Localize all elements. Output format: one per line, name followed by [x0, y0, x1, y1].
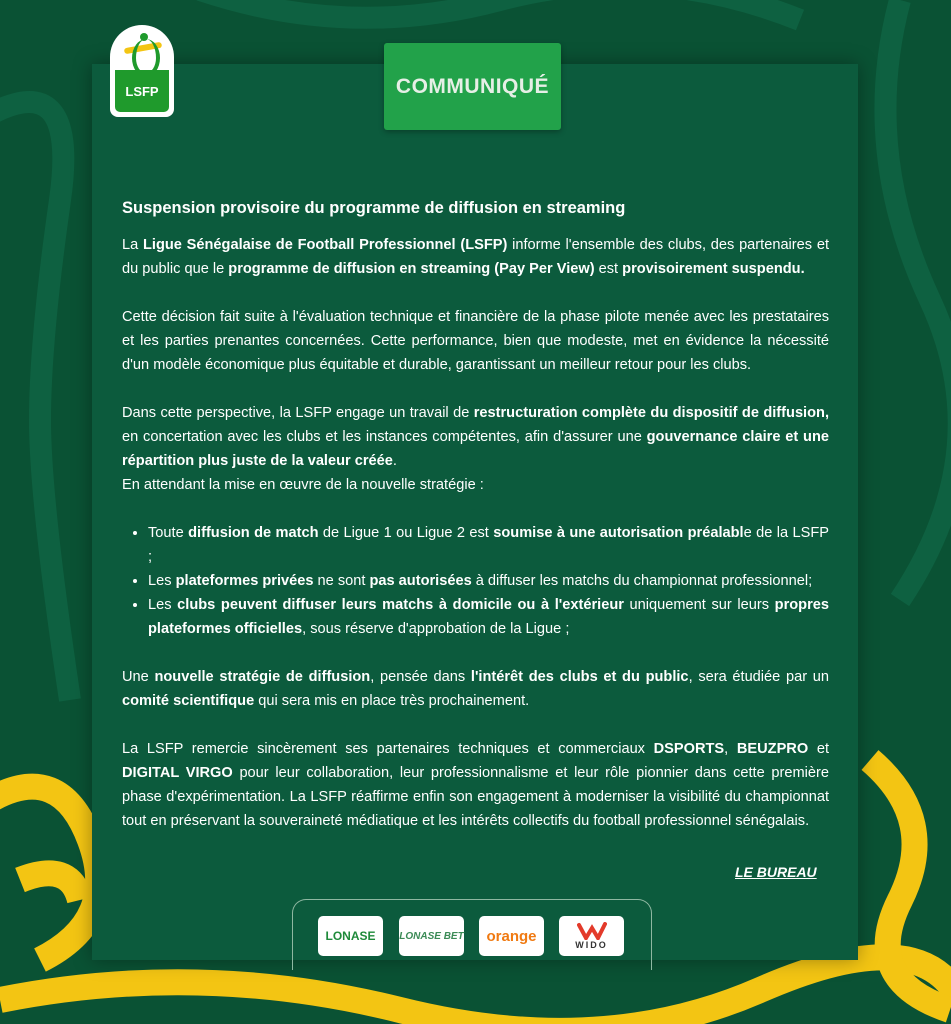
list-intro: En attendant la mise en œuvre de la nouvelle stratégie :	[122, 477, 484, 493]
sponsor-logo-wido	[559, 916, 624, 956]
bold-text: pas autorisées	[369, 573, 472, 589]
paragraph	[122, 305, 829, 377]
communique-title: Suspension provisoire du programme de diffusion en streaming	[122, 199, 626, 217]
text-segment: pour leur collaboration, leur professionnalisme et leur rôle pionnier dans cette première phase d'expérimentation. La LSFP réaffirme enfin son engagement à moderniser la visibilité du championnat tout en préservant la souveraineté médiatique et les intérêts collectifs du football professionnel sénégalais.	[122, 765, 829, 829]
bold-text: comité scientifique	[122, 693, 255, 709]
sponsors-bar	[292, 899, 652, 970]
signature: LE BUREAU	[735, 864, 817, 880]
bold-text: soumise à une autorisation préalabl	[493, 525, 744, 541]
bullet-item	[148, 569, 829, 593]
bold-text: clubs peuvent diffuser leurs matchs à domicile ou à l'extérieur	[177, 597, 624, 613]
text-segment: de Ligue 1 ou Ligue 2 est	[318, 525, 494, 541]
bold-text: gouvernance claire et une répartition plus juste de la valeur créée	[122, 429, 829, 469]
text-segment: à diffuser les matchs du championnat professionnel;	[471, 573, 813, 589]
text-segment: est	[594, 261, 623, 277]
text-segment: .	[392, 453, 397, 469]
sponsor-name: LONASE BET	[399, 930, 464, 942]
text-segment: ne sont	[313, 573, 370, 589]
bold-text: DSPORTS	[653, 741, 725, 757]
bullet-item	[148, 593, 829, 641]
wido-w-icon	[577, 922, 607, 940]
text-segment: La	[122, 237, 143, 253]
bold-text: provisoirement suspendu.	[622, 261, 805, 277]
text-segment: Toute	[148, 525, 189, 541]
communique-badge: COMMUNIQUÉ	[384, 43, 561, 130]
sponsor-name: orange	[486, 927, 537, 945]
paragraph	[122, 665, 829, 713]
text-segment: Cette décision fait suite à l'évaluation technique et financière de la phase pilote menée avec les prestataires et les parties prenantes concernées. Cette performance, bien que modeste, met en évidence la nécessité d'un modèle économique plus équitable et durable, garantissant un meilleur retour pour les clubs.	[122, 309, 829, 373]
bold-text: propres plateformes officielles	[148, 597, 829, 637]
bold-text: l'intérêt des clubs et du public	[470, 669, 689, 685]
text-segment: , sous réserve d'approbation de la Ligue ;	[302, 621, 570, 637]
sponsor-logo-lonasebet	[399, 916, 464, 956]
bullet-item	[148, 521, 829, 569]
text-segment: , pensée dans	[370, 669, 471, 685]
text-segment: informe l'ensemble des clubs, des partenaires et du public que le	[122, 237, 830, 277]
bold-text: plateformes privées	[175, 573, 314, 589]
paragraphs-before	[122, 233, 829, 473]
bold-text: restructuration complète du dispositif de diffusion,	[473, 405, 830, 421]
paragraph	[122, 401, 829, 473]
lsfp-logo	[110, 25, 174, 117]
text-segment: e de la LSFP ;	[148, 525, 829, 565]
text-segment: uniquement sur leurs	[623, 597, 775, 613]
text-segment: Les	[148, 573, 176, 589]
communique-body	[122, 196, 829, 857]
paragraph	[122, 233, 829, 281]
sponsor-name: WIDO	[575, 940, 608, 950]
sponsor-logo-orange	[479, 916, 544, 956]
sponsor-logo-lonase	[318, 916, 383, 956]
bold-text: programme de diffusion en streaming (Pay Per View)	[228, 261, 595, 277]
text-segment: Dans cette perspective, la LSFP engage un travail de	[122, 405, 474, 421]
text-segment: en concertation avec les clubs et les instances compétentes, afin d'assurer une	[122, 429, 647, 445]
text-segment: qui sera mis en place très prochainement.	[254, 693, 530, 709]
bold-text: BEUZPRO	[736, 741, 809, 757]
text-segment: , sera étudiée par un	[688, 669, 829, 685]
bold-text: diffusion de match	[188, 525, 319, 541]
text-segment: Les	[148, 597, 178, 613]
text-segment: et	[808, 741, 829, 757]
bold-text: nouvelle stratégie de diffusion	[154, 669, 371, 685]
bold-text: DIGITAL VIRGO	[122, 765, 233, 781]
bullet-list	[122, 521, 829, 641]
paragraph	[122, 737, 829, 833]
text-segment: ,	[724, 741, 737, 757]
logo-text: LSFP	[125, 84, 159, 99]
sponsor-name: LONASE	[325, 929, 376, 943]
text-segment: La LSFP remercie sincèrement ses partenaires techniques et commerciaux	[122, 741, 654, 757]
bold-text: Ligue Sénégalaise de Football Professionnel (LSFP)	[143, 237, 508, 253]
paragraphs-after	[122, 665, 829, 833]
text-segment: Une	[122, 669, 155, 685]
